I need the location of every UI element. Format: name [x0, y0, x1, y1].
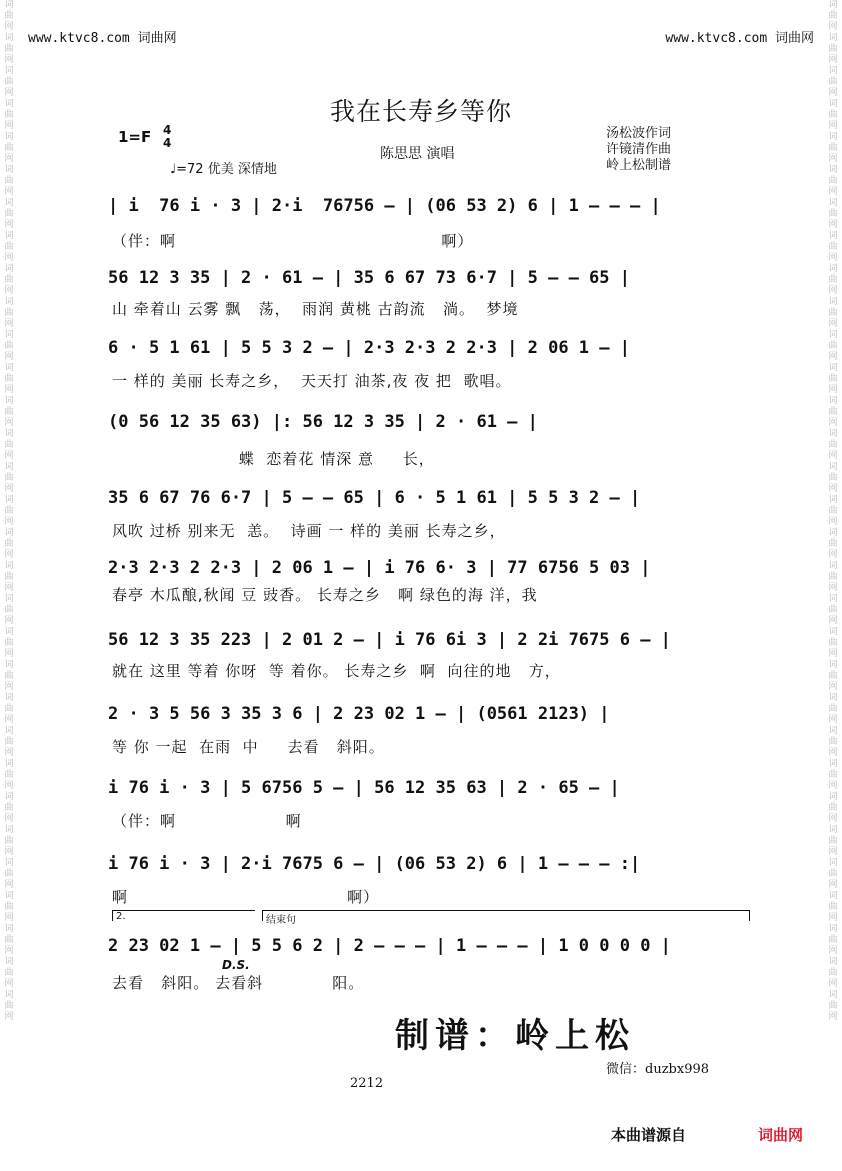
singer-credit: 陈思思 演唱 — [380, 146, 455, 162]
meter-bottom: 4 — [163, 136, 172, 150]
time-signature — [163, 124, 171, 150]
notation-line: 56 12 3 35 | 2 · 61 – | 35 6 67 73 6·7 | 5 – – 65 | — [108, 268, 630, 288]
composer-credit: 许镜清作曲 — [606, 142, 672, 157]
notation-line: i 76 i · 3 | 2·i 7675 6 – | (06 53 2) 6 | 1 – – – :| — [108, 854, 641, 874]
key-signature: 1=F — [118, 128, 152, 146]
credits-block — [606, 126, 671, 174]
arranger-credit: 岭上松制谱 — [606, 158, 672, 173]
tempo-marking: ♩=72 优美 深情地 — [170, 162, 277, 177]
notation-line: 6 · 5 1 61 | 5 5 3 2 – | 2·3 2·3 2 2·3 | 2 06 1 – | — [108, 338, 630, 358]
source-site-link[interactable]: 词曲网 — [758, 1126, 804, 1144]
header-right-url[interactable]: www.ktvc8.com 词曲网 — [665, 31, 814, 46]
side-watermark-left: 词曲网词曲网词曲网词曲网词曲网词曲网词曲网词曲网词曲网词曲网词曲网词曲网词曲网词曲网词曲网词曲网词曲网词曲网词曲网词曲网词曲网词曲网词曲网词曲网词曲网词曲网词曲网词曲网词曲网词曲网词曲网 — [4, 0, 14, 1022]
lyric-line: 去看 斜阳。 去看斜 阳。 — [112, 974, 365, 992]
lyric-line: 山 牵着山 云雾 飘 荡， 雨润 黄桃 古韵流 淌。 梦境 — [112, 300, 519, 318]
notation-line: 2 23 02 1 – | 5 5 6 2 | 2 – – – | 1 – – – | 1 0 0 0 0 | — [108, 936, 671, 956]
lyric-line: 啊 啊） — [112, 888, 380, 906]
song-title: 我在长寿乡等你 — [329, 97, 512, 126]
notation-line: 2 · 3 5 56 3 35 3 6 | 2 23 02 1 – | (0561 2123) | — [108, 704, 610, 724]
lyric-line: （伴：啊 啊 — [112, 812, 302, 830]
coda-label: 结束句 — [266, 915, 296, 926]
source-label: 本曲谱源自 — [611, 1126, 687, 1144]
notation-line: 2·3 2·3 2 2·3 | 2 06 1 – | i 76 6· 3 | 77 6756 5 03 | — [108, 558, 651, 578]
ending-bracket-2 — [112, 910, 255, 921]
lyric-line: 一 样的 美丽 长寿之乡， 天天打 油茶,夜 夜 把 歌唱。 — [112, 372, 512, 390]
lyric-line: （伴：啊 啊） — [112, 232, 474, 250]
lyricist-credit: 汤松波作词 — [606, 126, 672, 141]
lyric-line: 就在 这里 等着 你呀 等 着你。 长寿之乡 啊 向往的地 方， — [112, 662, 561, 680]
notation-line: i 76 i · 3 | 5 6756 5 – | 56 12 35 63 | 2 · 65 – | — [108, 778, 620, 798]
ds-marking: D.S. — [222, 958, 250, 972]
header-left-url[interactable]: www.ktvc8.com 词曲网 — [28, 31, 177, 46]
arranger-signature: 制谱：岭上松 — [395, 1016, 635, 1056]
notation-line: | i 76 i · 3 | 2·i 76756 – | (06 53 2) 6 | 1 – – – | — [108, 196, 661, 216]
lyric-line: 等 你 一起 在雨 中 去看 斜阳。 — [112, 738, 385, 756]
wechat-id: 微信：duzbx998 — [606, 1062, 710, 1077]
lyric-line: 风吹 过桥 别来无 恙。 诗画 一 样的 美丽 长寿之乡， — [112, 522, 506, 540]
coda-bracket — [262, 910, 750, 921]
lyric-line: 蝶 恋着花 情深 意 长， — [112, 450, 435, 468]
side-watermark-right: 词曲网词曲网词曲网词曲网词曲网词曲网词曲网词曲网词曲网词曲网词曲网词曲网词曲网词曲网词曲网词曲网词曲网词曲网词曲网词曲网词曲网词曲网词曲网词曲网词曲网词曲网词曲网词曲网词曲网词曲网词曲网 — [828, 0, 838, 1022]
notation-line: (0 56 12 35 63) |: 56 12 3 35 | 2 · 61 – | — [108, 412, 538, 432]
lyric-line: 春亭 木瓜酿,秋闻 豆 豉香。 长寿之乡 啊 绿色的海 洋，我 — [112, 586, 538, 604]
notation-line: 56 12 3 35 223 | 2 01 2 – | i 76 6i 3 | 2 2i 7675 6 – | — [108, 630, 671, 650]
page-number: 2212 — [350, 1076, 384, 1091]
ending-2-label: 2. — [116, 911, 126, 922]
notation-line: 35 6 67 76 6·7 | 5 – – 65 | 6 · 5 1 61 | 5 5 3 2 – | — [108, 488, 641, 508]
meter-top: 4 — [163, 123, 172, 137]
